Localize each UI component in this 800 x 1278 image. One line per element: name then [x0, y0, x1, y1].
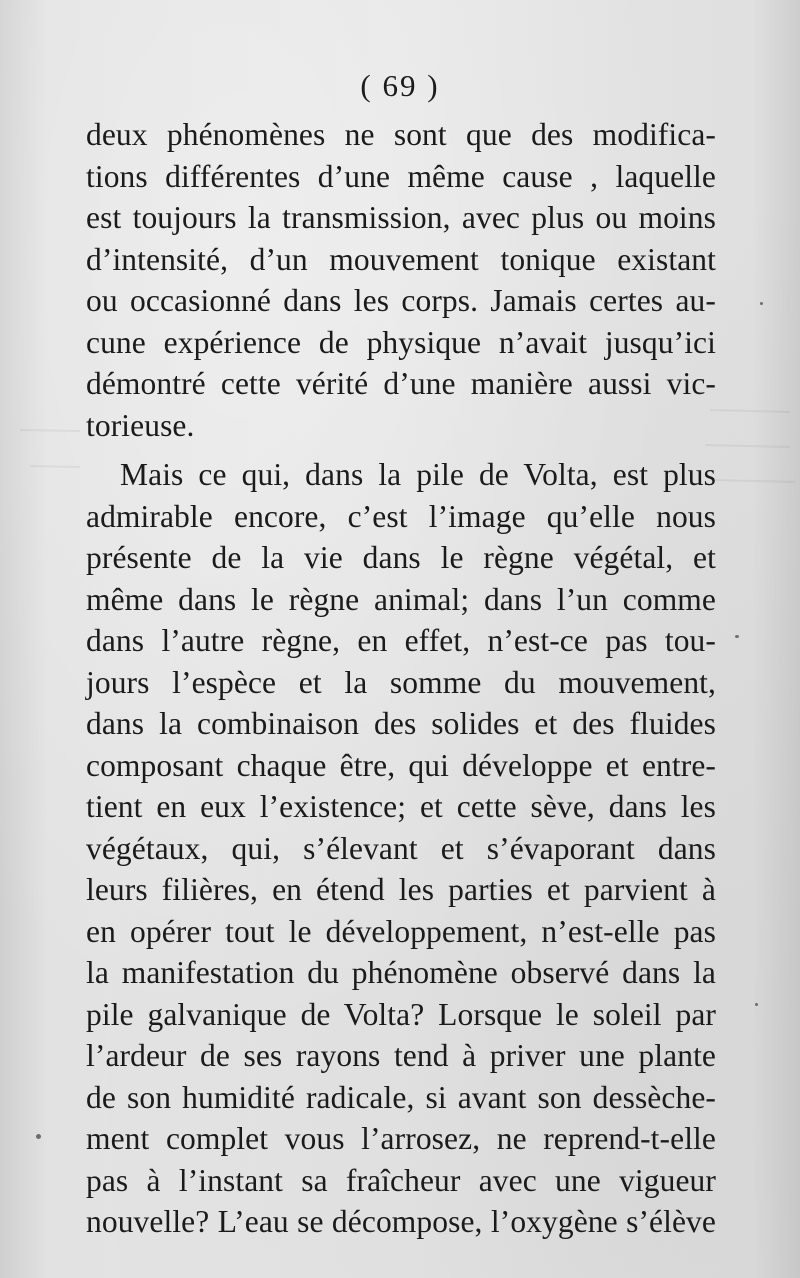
text-line: tions différentes d’une même cause , laquelle [86, 158, 716, 194]
paragraph-spacing [86, 446, 716, 454]
text-line: d’intensité, d’un mouvement tonique existant [86, 241, 716, 277]
text-line: leurs filières, en étend les parties et parvient à [86, 872, 716, 907]
text-line: pas à l’instant sa fraîcheur avec une vigueur [86, 1162, 716, 1198]
paper-speck [755, 1003, 758, 1006]
text-line: cune expérience de physique n’avait jusqu’ici [86, 324, 716, 360]
text-line: est toujours la transmission, avec plus ou moins [86, 200, 716, 235]
text-line: Mais ce qui, dans la pile de Volta, est plus [120, 457, 716, 492]
text-line: dans l’autre règne, en effet, n’est-ce pas tou- [86, 623, 716, 658]
text-line: ou occasionné dans les corps. Jamais certes au- [86, 283, 716, 318]
paper-speck [760, 302, 763, 305]
text-line: jours l’espèce et la somme du mouvement, [86, 664, 716, 700]
text-line: même dans le règne animal; dans l’un comme [86, 581, 716, 617]
text-line: nouvelle? L’eau se décompose, l’oxygène s’élève [86, 1204, 716, 1239]
page-number: ( 69 ) [360, 68, 440, 103]
text-line: torieuse. [86, 407, 195, 443]
text-line: végétaux, qui, s’élevant et s’évaporant dans [86, 830, 716, 866]
text-line: présente de la vie dans le règne végétal, et [86, 540, 716, 575]
text-line: l’ardeur de ses rayons tend à priver une plante [86, 1038, 716, 1073]
text-line [86, 1243, 716, 1278]
text-line: la manifestation du phénomène observé dans la [86, 955, 716, 990]
text-line: de son humidité radicale, si avant son dessèche- [86, 1079, 716, 1115]
text-line: composant chaque être, qui développe et entre- [86, 747, 716, 783]
text-line: ment complet vous l’arrosez, ne reprend-t-elle [86, 1121, 716, 1156]
text-line: pile galvanique de Volta? Lorsque le soleil par [86, 996, 716, 1032]
text-line: admirable encore, c’est l’image qu’elle nous [86, 498, 716, 534]
text-line: en opérer tout le développement, n’est-elle pas [86, 913, 716, 949]
paper-speck [735, 635, 739, 638]
paper-speck [36, 1134, 41, 1139]
body-text [86, 114, 716, 1278]
text-line: tient en eux l’existence; et cette sève, dans les [86, 789, 716, 824]
text-line: démontré cette vérité d’une manière aussi vic- [86, 366, 716, 401]
paragraph-2 [86, 454, 716, 1278]
text-line: deux phénomènes ne sont que des modifica- [86, 117, 716, 152]
paragraph-1 [86, 114, 716, 446]
text-line: dans la combinaison des solides et des fluides [86, 706, 716, 741]
